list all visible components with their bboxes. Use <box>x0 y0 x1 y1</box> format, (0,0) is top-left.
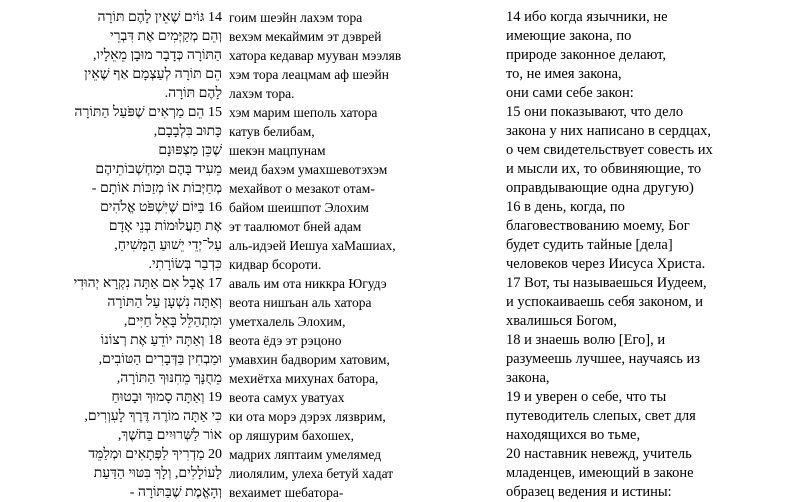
transliteration-line: ки ота морэ дэрэх лязврим, <box>229 409 386 424</box>
hebrew-line: מֵחֻנָּךְ מֵחִנּוּךְ הַתּוֹרָה, <box>116 371 222 386</box>
russian-line: природе законное делают, <box>506 47 667 63</box>
transliteration-line: катув белибам, <box>229 124 315 139</box>
hebrew-column <box>0 8 222 502</box>
russian-line: и мысли их, то обвиняющие, то <box>506 161 702 177</box>
hebrew-line: וְאַתָּה נִשְׁעָן עַל הַתּוֹרָה <box>107 295 222 310</box>
hebrew-line: מְחַיְּבוֹת אוֹ מְזַכּוֹת אוֹתָם - <box>91 181 222 196</box>
transliteration-line: хэм марим шеполь хатора <box>229 105 378 120</box>
hebrew-line: לָהֶם תּוֹרָה. <box>164 86 222 101</box>
transliteration-line: шекэн мацпунам <box>229 143 326 158</box>
russian-line: хвалишься Богом, <box>506 313 617 329</box>
transliteration-line: мехайвот о мезакот отам- <box>229 181 375 196</box>
transliteration-line: аваль им ота никкра Югудэ <box>229 276 387 291</box>
transliteration-line: ор ляшурим бахошех, <box>229 428 355 443</box>
russian-line: 19 и уверен о себе, что ты <box>506 389 667 405</box>
transliteration-column <box>229 8 484 502</box>
russian-line: путеводитель слепых, свет для <box>506 408 696 424</box>
russian-line: образец ведения и истины: <box>506 484 672 500</box>
russian-line: о чем свидетельствует совесть их <box>506 142 713 158</box>
russian-line: имеющие закона, по <box>506 28 632 44</box>
russian-line: закона, <box>506 370 550 386</box>
hebrew-line: מֵעִיד בָּהֶם וּמַחְשְׁבוֹתֵיהֶם <box>95 162 222 177</box>
russian-line: человеков через Иисуса Христа. <box>506 256 706 272</box>
hebrew-line: 20 מַדְרִיךְ לַפְּתָאִים וּמְלַמֵּד <box>88 447 222 462</box>
russian-line: оправдывающие одна другую) <box>506 180 694 196</box>
transliteration-line: эт таалюмот бней адам <box>229 219 362 234</box>
transliteration-line: байом шеишпот Элохим <box>229 200 369 215</box>
transliteration-line: вехэм мекаймим эт дэврей <box>229 29 382 44</box>
transliteration-line: веота самух уватуах <box>229 390 345 405</box>
hebrew-line: 14 גּוֹיִם שֶׁאֵין לָהֶם תּוֹרָה <box>97 10 222 25</box>
hebrew-line: 18 וְאַתָּה יוֹדֵעַ אֶת רְצוֹנוֹ <box>100 333 222 348</box>
transliteration-line: лиолялим, улеха бетуй хадат <box>229 466 394 481</box>
russian-line: младенцев, имеющий в законе <box>506 465 694 481</box>
transliteration-line: кидвар бсороти. <box>229 257 322 272</box>
russian-line: будет судить тайные [дела] <box>506 237 673 253</box>
russian-line: они сами себе закон: <box>506 85 634 101</box>
russian-line: и успокаиваешь себя законом, и <box>506 294 704 310</box>
russian-line: закона у них написано в сердцах, <box>506 123 712 139</box>
hebrew-line: כִּי אַתָּה מוֹרֶה דֶּרֶךְ לָעִוְרִים, <box>84 409 222 424</box>
russian-line: то, не имея закона, <box>506 66 622 82</box>
russian-line: находящихся во тьме, <box>506 427 641 443</box>
russian-line: 14 ибо когда язычники, не <box>506 9 668 25</box>
hebrew-line: אֶת תַּעֲלוּמוֹת בְּנֵי אָדָם <box>108 219 222 234</box>
russian-line: 17 Вот, ты называешься Иудеем, <box>506 275 707 291</box>
hebrew-line: כָּתוּב בִּלְבָבָם, <box>153 124 222 139</box>
hebrew-line: הֵם תּוֹרָה לְעַצְמָם אַף שֶׁאֵין <box>84 67 222 82</box>
russian-line: разумеешь лучшее, научаясь из <box>506 351 700 367</box>
transliteration-line: мадрих ляптаим умелямед <box>229 447 382 462</box>
hebrew-line: לָעוֹלָלִים, וְלָךְ בִּטּוּי הַדַּעַת <box>93 466 222 481</box>
transliteration-line: мехиётха михунах батора, <box>229 371 379 386</box>
hebrew-line: שֶׁכֵּן מַצְפּוּנָם <box>158 143 222 158</box>
hebrew-line: 16 בַּיּוֹם שֶׁיִּשְׁפֹּט אֱלֹהִים <box>100 200 222 215</box>
hebrew-line: 17 אֲבָל אִם אַתָּה נִקְרָא יְהוּדִי <box>73 276 222 291</box>
hebrew-line: אוֹר לַשְּׁרוּיִים בַּחֹשֶׁךְ, <box>117 428 222 443</box>
transliteration-line: гоим шеэйн лахэм тора <box>229 10 363 25</box>
transliteration-line: уметхалель Элохим, <box>229 314 346 329</box>
russian-line: 20 наставник невежд, учитель <box>506 446 692 462</box>
transliteration-line: веота ёдэ эт рэцоно <box>229 333 342 348</box>
hebrew-line: וְהֵם מְקַיְּמִים אֶת דִּבְרֵי <box>109 29 222 44</box>
transliteration-line: аль-идэей Иешуа хаМашиах, <box>229 238 396 253</box>
russian-line: 16 в день, когда, по <box>506 199 625 215</box>
hebrew-line: עַל־יְדֵי יֵשׁוּעַ הַמָּשִׁיחַ, <box>114 238 222 253</box>
transliteration-line: меид бахэм умахшевотэхэм <box>229 162 388 177</box>
transliteration-line: хэм тора леацмам аф шеэйн <box>229 67 389 82</box>
hebrew-line: וּמַבְחִין בַּדְּבָרִים הַטּוֹבִים, <box>98 352 222 367</box>
transliteration-line: умавхин бадворим хатовим, <box>229 352 390 367</box>
transliteration-line: веота нишъан аль хатора <box>229 295 372 310</box>
russian-column <box>506 8 796 502</box>
hebrew-line: כִּדְבַר בְּשׂוֹרָתִי. <box>148 257 222 272</box>
transliteration-line: хатора кедавар мууван мээляв <box>229 48 402 63</box>
hebrew-line: וּמִתְהַלֵּל בָּאֵל חַיִּים, <box>123 314 222 329</box>
transliteration-line: вехаимет шебатора- <box>229 485 344 500</box>
hebrew-line: 19 וְאַתָּה סָמוּךְ וּבָטוּחַ <box>111 390 222 405</box>
hebrew-line: הַתּוֹרָה כְּדָבָר מוּבָן מֵאֵלָיו, <box>92 48 222 63</box>
transliteration-line: лахэм тора. <box>229 86 295 101</box>
hebrew-line: וְהָאֱמֶת שֶׁבַּתּוֹרָה - <box>129 485 222 500</box>
russian-line: благовествованию моему, Бог <box>506 218 690 234</box>
russian-line: 18 и знаешь волю [Его], и <box>506 332 666 348</box>
hebrew-line: 15 הֵם מַרְאִים שֶׁפֹּעַל הַתּוֹרָה <box>74 105 222 120</box>
russian-line: 15 они показывают, что дело <box>506 104 684 120</box>
